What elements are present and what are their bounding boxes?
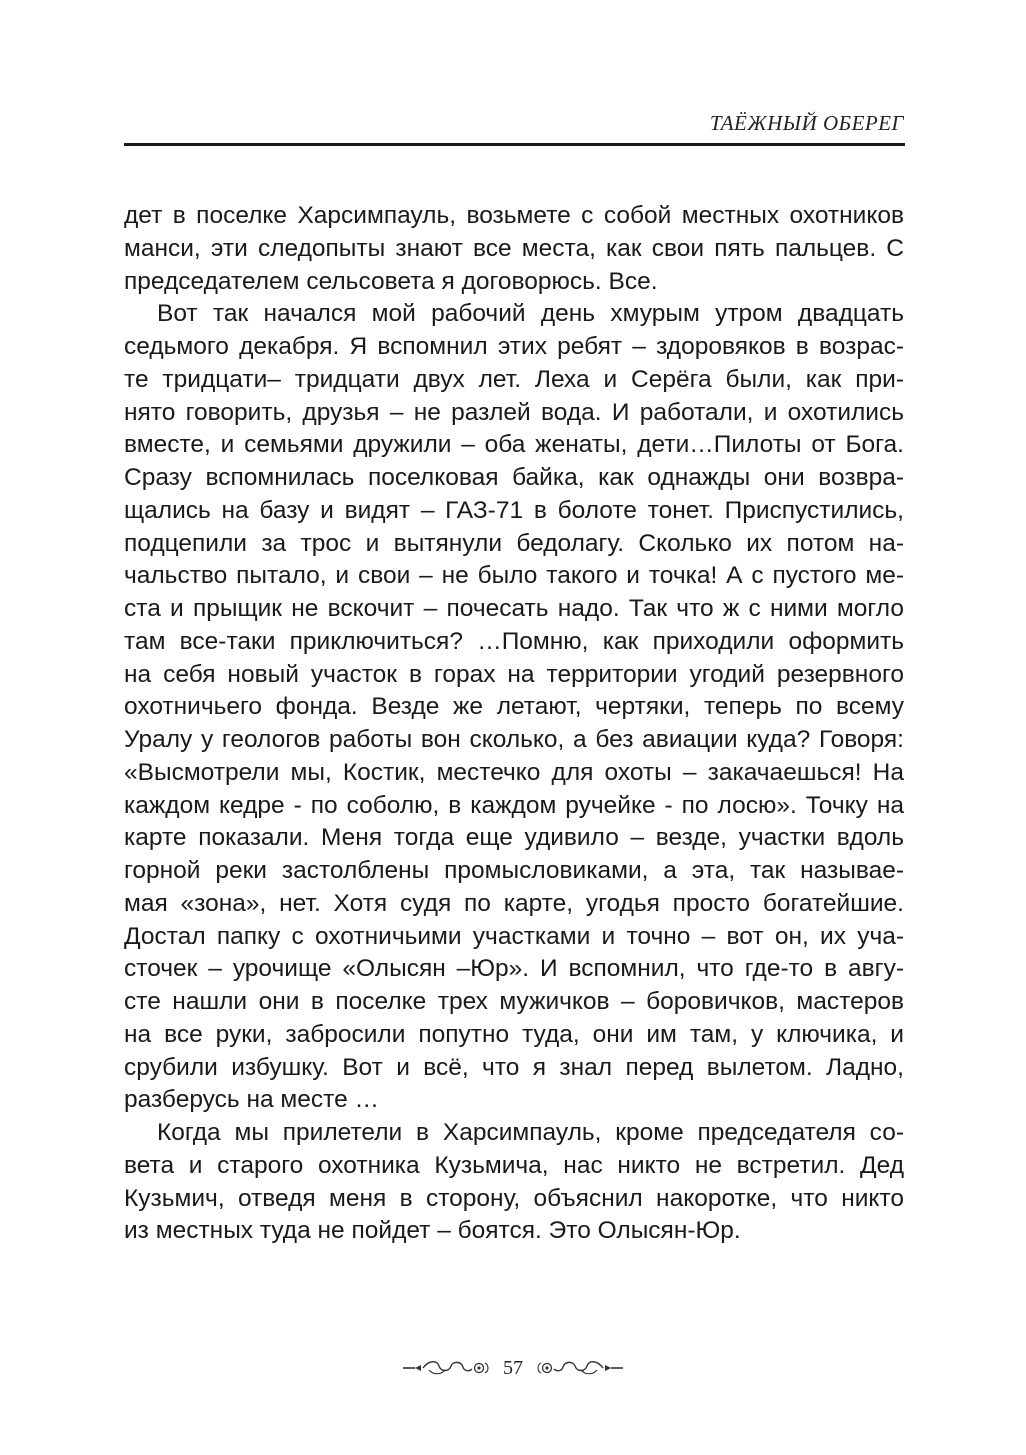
text-line: на себя новый участок в горах на территории угодий резервного xyxy=(124,660,904,688)
text-line: сте нашли они в поселке трех мужичков – боровичков, мастеров xyxy=(124,988,904,1015)
text-line: «Высмотрели мы, Костик, местечко для охоты – закачаешься! На xyxy=(124,758,904,786)
text-line: горной реки застолблены промысловиками, а эта, так называе- xyxy=(124,857,904,884)
text-line: чальство пытало, и свои – не было такого и точка! А с пустого ме- xyxy=(124,562,904,590)
text-line: мая «зона», нет. Хотя судя по карте, угодья просто богатейшие. xyxy=(124,889,904,917)
text-line: вета и старого охотника Кузьмича, нас никто не встретил. Дед xyxy=(124,1151,904,1179)
text-line: там все-таки приключиться? …Помню, как приходили оформить xyxy=(124,627,904,655)
text-line: седьмого декабря. Я вспомнил этих ребят – здоровяков в возрас- xyxy=(124,333,904,360)
paragraph-first-line: Вот так начался мой рабочий день хмурым утром двадцать xyxy=(157,300,904,328)
text-line: нято говорить, друзья – не разлей вода. И работали, и охотились xyxy=(124,398,904,426)
page-number: 57 xyxy=(503,1356,523,1379)
page-footer xyxy=(0,1355,1026,1381)
text-line: из местных туда не пойдет – боятся. Это Олысян-Юр. xyxy=(124,1217,741,1245)
text-line: Кузьмич, отведя меня в сторону, объяснил накоротке, что никто xyxy=(124,1184,904,1212)
right-flourish-icon xyxy=(533,1357,625,1379)
running-header-title: ТАЁЖНЫЙ ОБЕРЕГ xyxy=(709,111,904,135)
text-line: дет в поселке Харсимпауль, возьмете с собой местных охотников xyxy=(124,202,904,229)
text-line: каждом кедре - по соболю, в каждом ручейке - по лосю». Точку на xyxy=(124,791,904,819)
text-line: сточек – урочище «Олысян –Юр». И вспомнил, что где-то в авгу- xyxy=(124,955,904,983)
body-text xyxy=(124,200,904,1248)
text-line: те тридцати– тридцати двух лет. Леха и Серёга были, как при- xyxy=(124,365,904,393)
text-line: манси, эти следопыты знают все места, как свои пять пальцев. С xyxy=(124,234,904,262)
text-line: разберусь на месте … xyxy=(124,1086,380,1114)
left-flourish-icon xyxy=(401,1357,493,1379)
text-line: на все руки, забросили попутно туда, они им там, у ключика, и xyxy=(124,1020,904,1048)
header-rule xyxy=(124,143,905,146)
text-line: Достал папку с охотничьими участками и точно – вот он, их уча- xyxy=(124,922,904,950)
text-line: вместе, и семьями дружили – оба женаты, дети…Пилоты от Бога. xyxy=(124,431,904,459)
text-line: Сразу вспомнилась поселковая байка, как однажды они возвра- xyxy=(124,464,904,491)
text-line: охотничьего фонда. Везде же летают, чертяки, теперь по всему xyxy=(124,693,904,721)
text-line: ста и прыщик не вскочит – почесать надо. Так что ж с ними могло xyxy=(124,595,904,622)
text-line: Уралу у геологов работы вон сколько, а без авиации куда? Говоря: xyxy=(124,726,904,753)
text-line: карте показали. Меня тогда еще удивило – везде, участки вдоль xyxy=(124,824,904,852)
paragraph-first-line: Когда мы прилетели в Харсимпауль, кроме председателя со- xyxy=(157,1119,904,1146)
text-line: подцепили за трос и вытянули бедолагу. Сколько их потом на- xyxy=(124,529,904,557)
text-line: щались на базу и видят – ГАЗ-71 в болоте тонет. Приспустились, xyxy=(124,496,904,524)
text-line: срубили избушку. Вот и всё, что я знал перед вылетом. Ладно, xyxy=(124,1053,904,1081)
text-line: председателем сельсовета я договорюсь. Все. xyxy=(124,267,658,295)
